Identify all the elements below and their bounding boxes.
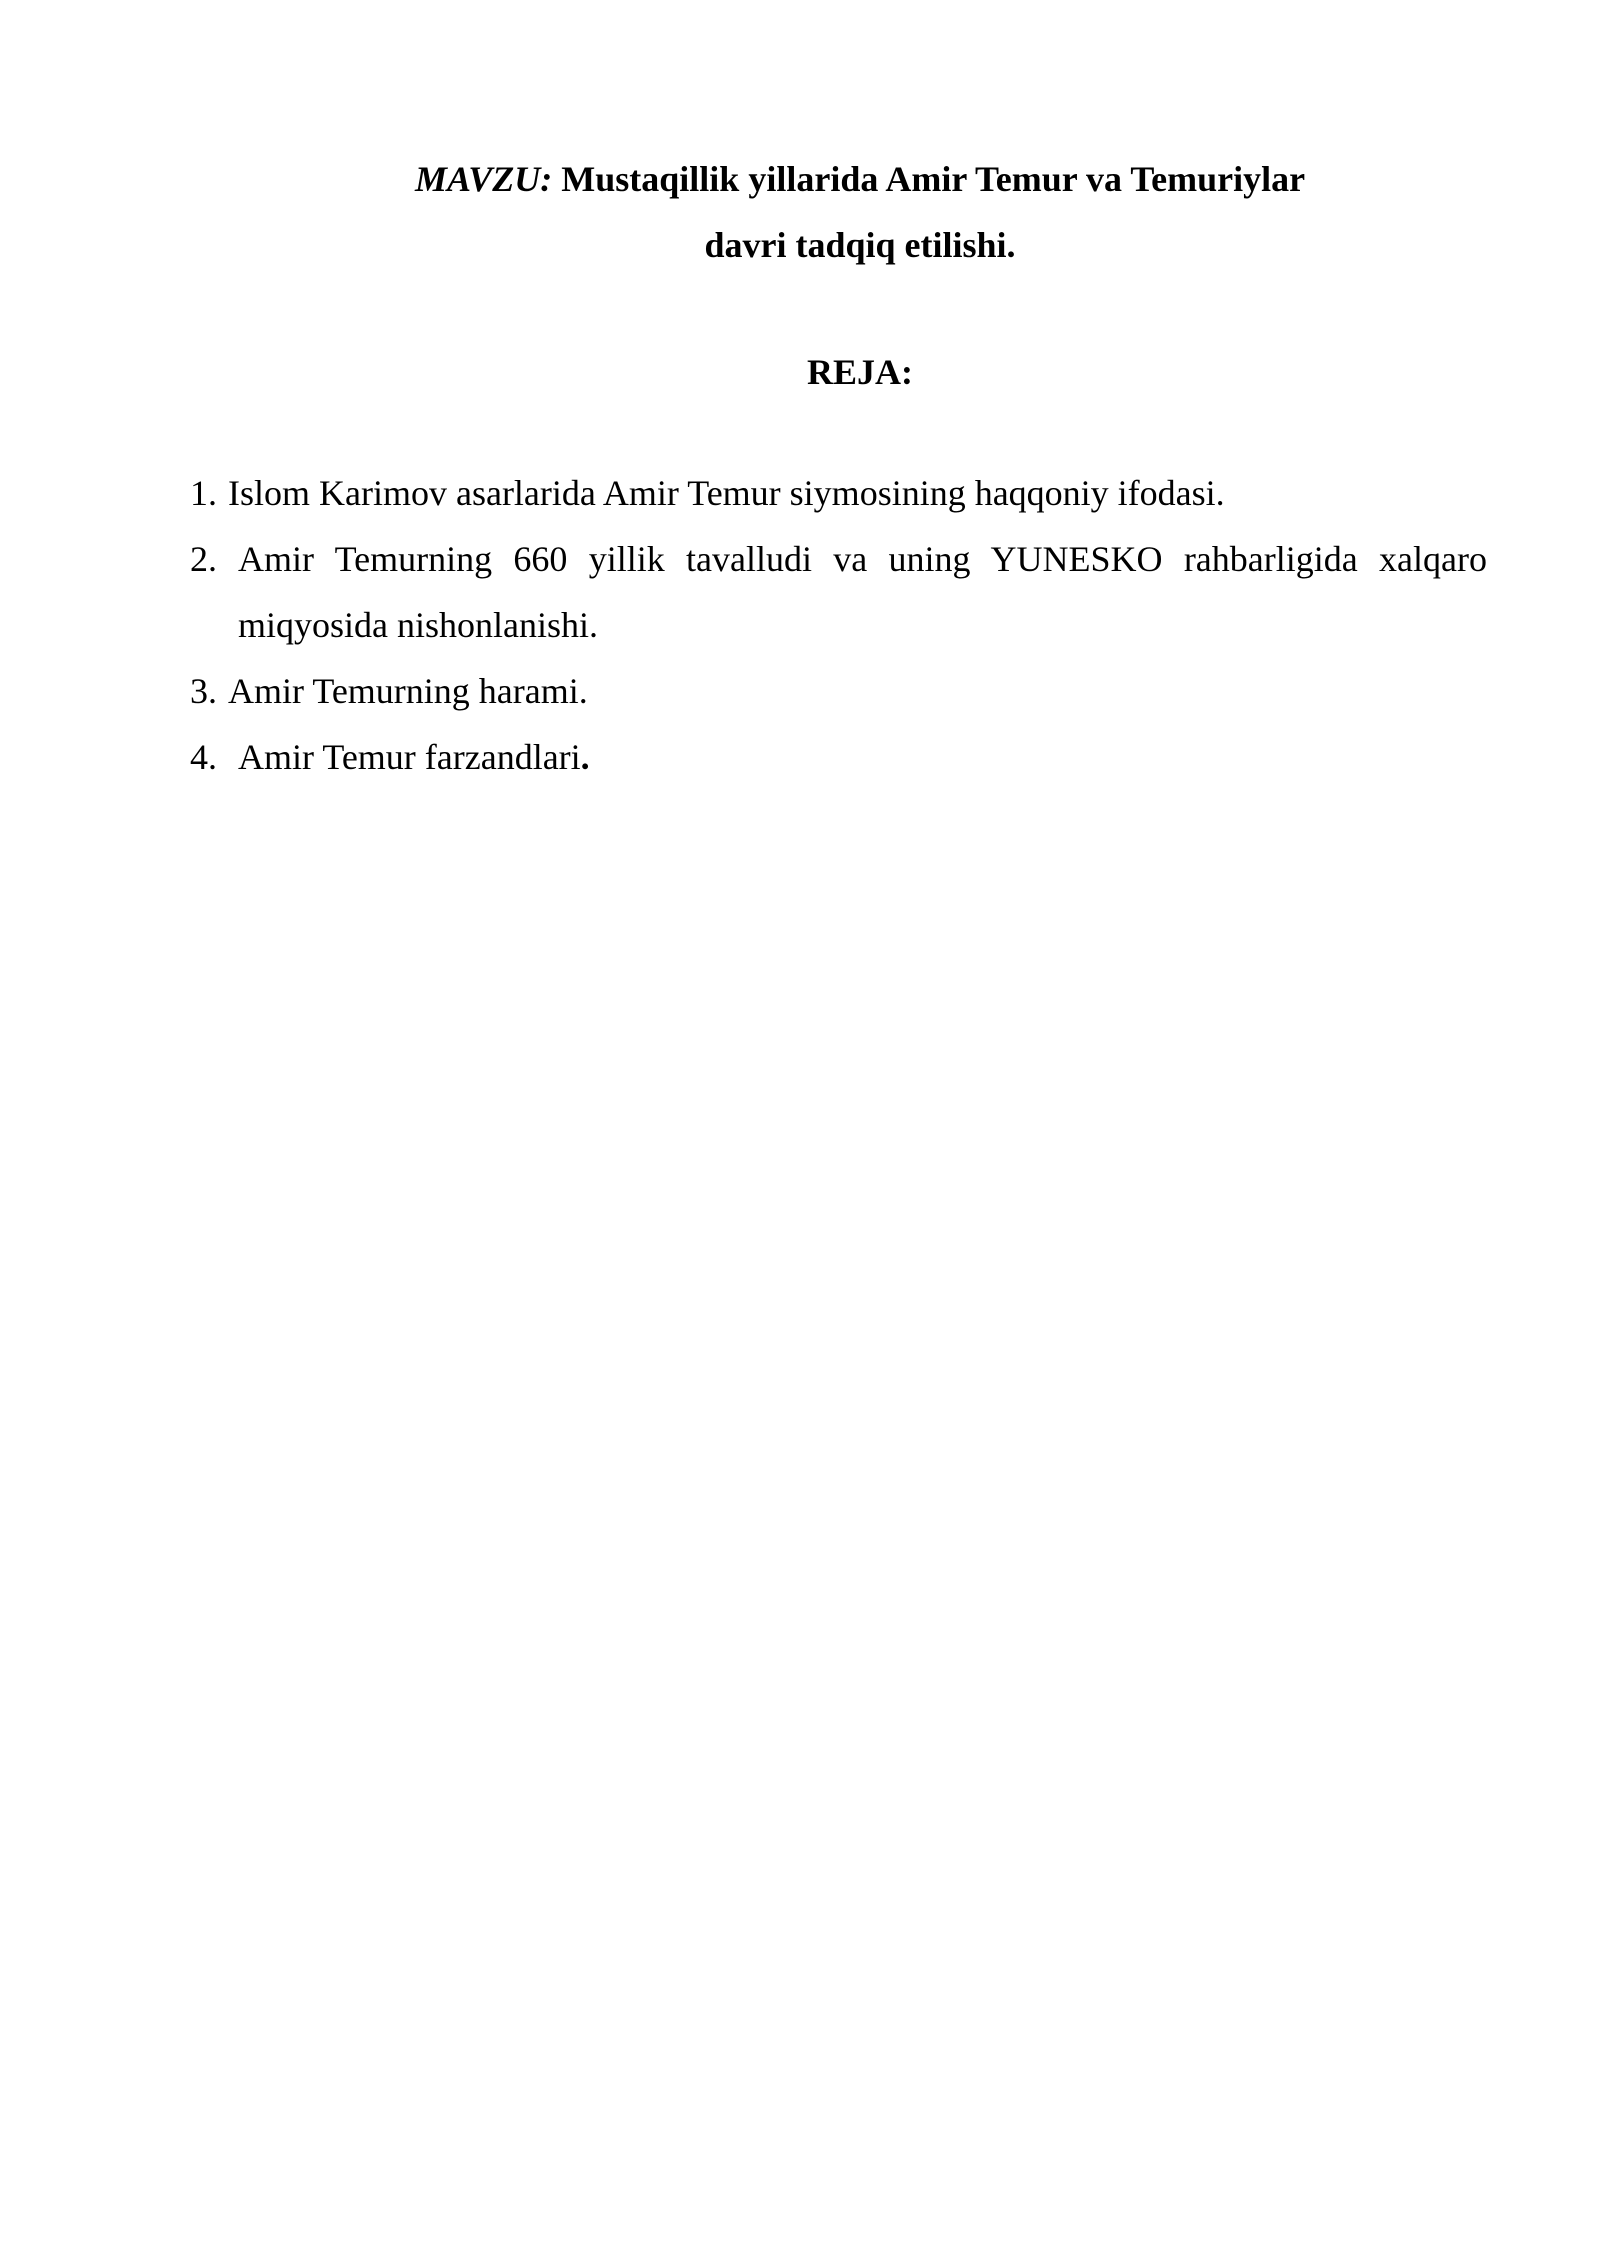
plan-item-number: 2. [190, 539, 217, 579]
topic-title [0, 146, 1600, 278]
plan-item-text: Islom Karimov asarlarida Amir Temur siymosining haqqoniy ifodasi. [228, 473, 1225, 513]
plan-item-number: 4. [190, 737, 217, 777]
plan-item-trailing-period: . [580, 737, 590, 777]
plan-list [190, 460, 1487, 790]
plan-item-text-wrapper [238, 724, 1487, 790]
plan-item-number: 1. [190, 473, 217, 513]
plan-item-number: 3. [190, 671, 217, 711]
plan-item-1 [190, 460, 1487, 526]
plan-item-text: Amir Temurning 660 yillik tavalludi va uning YUNESKO rahbarligida xalqaro miqyosida nishonlanishi. [238, 539, 1487, 645]
topic-title-line-2: davri tadqiq etilishi. [704, 225, 1016, 265]
plan-item-text: Amir Temur farzandlari [238, 737, 581, 777]
plan-item-3 [190, 658, 1487, 724]
topic-title-text-1: Mustaqillik yillarida Amir Temur va Temuriylar [561, 159, 1306, 199]
plan-item-4 [190, 724, 1487, 790]
plan-item-text: Amir Temurning harami. [228, 671, 588, 711]
topic-title-line-1 [0, 146, 1600, 212]
plan-heading: REJA: [807, 352, 913, 392]
topic-label: MAVZU: [414, 159, 553, 199]
plan-item-2 [190, 526, 1487, 658]
